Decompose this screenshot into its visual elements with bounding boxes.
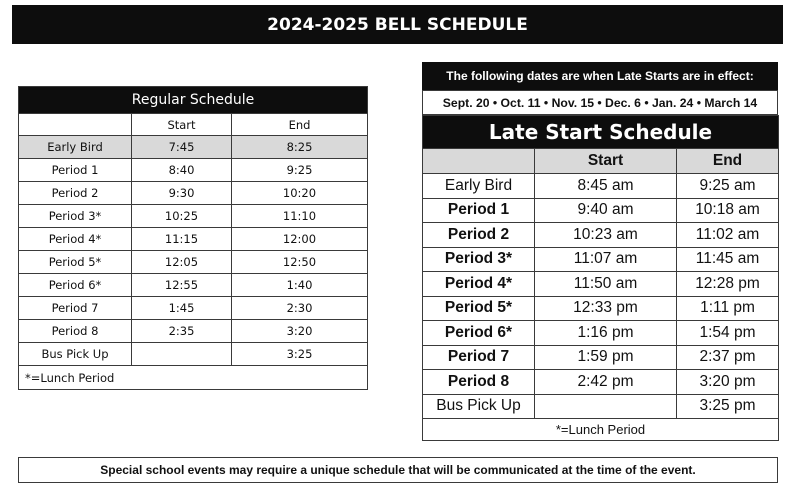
start-time: 2:35 [132, 320, 232, 343]
period-name: Period 7 [423, 345, 535, 370]
late-header-row [423, 149, 779, 174]
table-row [19, 159, 368, 182]
start-time: 8:40 [132, 159, 232, 182]
table-row [19, 297, 368, 320]
table-row [19, 228, 368, 251]
table-row [19, 182, 368, 205]
table-row [423, 198, 779, 223]
table-row [423, 321, 779, 346]
page-title: 2024-2025 BELL SCHEDULE [12, 5, 783, 44]
table-row [19, 136, 368, 159]
regular-schedule-table [18, 86, 368, 390]
end-time: 12:50 [232, 251, 368, 274]
late-header-start: Start [535, 149, 677, 174]
end-time: 11:10 [232, 205, 368, 228]
late-footnote: *=Lunch Period [423, 419, 779, 441]
table-row [423, 370, 779, 395]
end-time: 2:30 [232, 297, 368, 320]
end-time: 10:18 am [677, 198, 779, 223]
period-name: Early Bird [19, 136, 132, 159]
table-row [423, 174, 779, 199]
end-time: 8:25 [232, 136, 368, 159]
end-time: 9:25 [232, 159, 368, 182]
table-row [19, 343, 368, 366]
period-name: Period 5* [19, 251, 132, 274]
start-time: 10:23 am [535, 223, 677, 248]
end-time: 3:20 [232, 320, 368, 343]
period-name: Bus Pick Up [19, 343, 132, 366]
end-time: 12:28 pm [677, 272, 779, 297]
start-time [132, 343, 232, 366]
start-time: 2:42 pm [535, 370, 677, 395]
table-row [423, 247, 779, 272]
period-name: Period 5* [423, 296, 535, 321]
end-time: 2:37 pm [677, 345, 779, 370]
regular-header-end: End [232, 114, 368, 136]
start-time: 12:05 [132, 251, 232, 274]
period-name: Period 4* [423, 272, 535, 297]
start-time: 11:07 am [535, 247, 677, 272]
period-name: Period 2 [19, 182, 132, 205]
period-name: Period 4* [19, 228, 132, 251]
start-time: 7:45 [132, 136, 232, 159]
late-start-title: Late Start Schedule [423, 116, 779, 149]
start-time: 1:16 pm [535, 321, 677, 346]
period-name: Period 7 [19, 297, 132, 320]
table-row [423, 272, 779, 297]
regular-header-start: Start [132, 114, 232, 136]
end-time: 9:25 am [677, 174, 779, 199]
regular-header-blank [19, 114, 132, 136]
end-time: 12:00 [232, 228, 368, 251]
table-row [423, 394, 779, 419]
table-row [423, 296, 779, 321]
special-events-note: Special school events may require a unique schedule that will be communicated at the time of the event. [18, 457, 778, 483]
start-time: 9:40 am [535, 198, 677, 223]
end-time: 1:40 [232, 274, 368, 297]
late-header-blank [423, 149, 535, 174]
start-time: 10:25 [132, 205, 232, 228]
table-row [19, 205, 368, 228]
end-time: 11:02 am [677, 223, 779, 248]
table-row [423, 223, 779, 248]
late-header-end: End [677, 149, 779, 174]
period-name: Period 8 [19, 320, 132, 343]
period-name: Period 6* [423, 321, 535, 346]
start-time: 8:45 am [535, 174, 677, 199]
end-time: 3:20 pm [677, 370, 779, 395]
start-time: 12:33 pm [535, 296, 677, 321]
end-time: 11:45 am [677, 247, 779, 272]
period-name: Period 2 [423, 223, 535, 248]
regular-schedule-title: Regular Schedule [19, 87, 368, 114]
start-time [535, 394, 677, 419]
end-time: 3:25 pm [677, 394, 779, 419]
end-time: 1:54 pm [677, 321, 779, 346]
period-name: Period 6* [19, 274, 132, 297]
late-start-dates: Sept. 20 • Oct. 11 • Nov. 15 • Dec. 6 • Jan. 24 • March 14 [422, 90, 778, 115]
end-time: 1:11 pm [677, 296, 779, 321]
regular-header-row [19, 114, 368, 136]
table-row [19, 320, 368, 343]
period-name: Period 8 [423, 370, 535, 395]
period-name: Period 3* [423, 247, 535, 272]
start-time: 11:15 [132, 228, 232, 251]
period-name: Early Bird [423, 174, 535, 199]
regular-footnote: *=Lunch Period [19, 366, 368, 390]
table-row [19, 251, 368, 274]
late-start-notice: The following dates are when Late Starts are in effect: [422, 62, 778, 90]
end-time: 10:20 [232, 182, 368, 205]
start-time: 1:45 [132, 297, 232, 320]
period-name: Period 3* [19, 205, 132, 228]
period-name: Period 1 [19, 159, 132, 182]
start-time: 12:55 [132, 274, 232, 297]
start-time: 11:50 am [535, 272, 677, 297]
period-name: Period 1 [423, 198, 535, 223]
late-start-schedule-table [422, 115, 779, 441]
period-name: Bus Pick Up [423, 394, 535, 419]
start-time: 1:59 pm [535, 345, 677, 370]
table-row [423, 345, 779, 370]
table-row [19, 274, 368, 297]
end-time: 3:25 [232, 343, 368, 366]
start-time: 9:30 [132, 182, 232, 205]
